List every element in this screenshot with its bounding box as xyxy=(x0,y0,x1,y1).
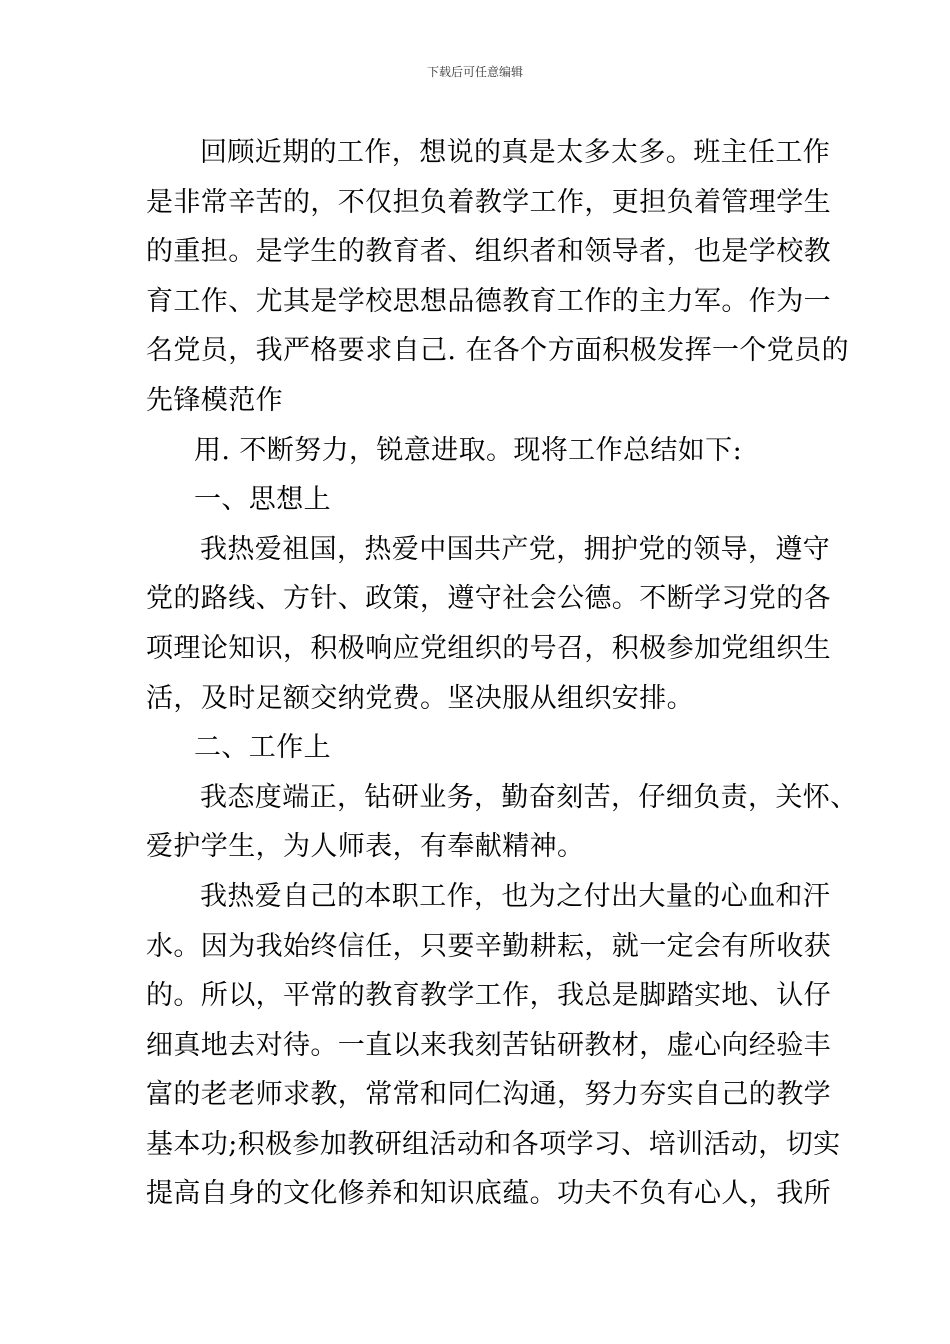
text-line: 细真地去对待。一直以来我刻苦钻研教材，虚心向经验丰 xyxy=(146,1029,831,1061)
page-header: 下载后可任意编辑 xyxy=(426,65,523,79)
text-line: 活，及时足额交纳党费。坚决服从组织安排。 xyxy=(146,682,694,714)
text-line: 用. 不断努力，锐意进取。现将工作总结如下: xyxy=(194,434,743,466)
text-line: 我热爱祖国，热爱中国共产党，拥护党的领导，遵守 xyxy=(200,533,831,565)
text-line: 富的老老师求教，常常和同仁沟通，努力夯实自己的教学 xyxy=(146,1079,831,1111)
text-line: 项理论知识，积极响应党组织的号召，积极参加党组织生 xyxy=(146,632,831,664)
text-line: 党的路线、方针、政策，遵守社会公德。不断学习党的各 xyxy=(146,583,831,615)
text-line: 育工作、尤其是学校思想品德教育工作的主力军。作为一 xyxy=(146,285,831,317)
text-line: 回顾近期的工作，想说的真是太多太多。班主任工作 xyxy=(200,137,831,168)
text-line: 名党员，我严格要求自己. 在各个方面积极发挥一个党员的 xyxy=(146,335,849,367)
document-body xyxy=(146,128,858,1219)
section-heading: 一、思想上 xyxy=(194,484,331,516)
text-line: 爱护学生，为人师表，有奉献精神。 xyxy=(146,831,585,863)
text-line: 是非常辛苦的，不仅担负着教学工作，更担负着管理学生 xyxy=(146,186,831,218)
text-line: 我热爱自己的本职工作，也为之付出大量的心血和汗 xyxy=(200,880,831,912)
text-line: 基本功;积极参加教研组活动和各项学习、培训活动，切实 xyxy=(146,1128,841,1160)
text-line: 我态度端正，钻研业务，勤奋刻苦，仔细负责，关怀、 xyxy=(200,781,858,813)
text-line: 提高自身的文化修养和知识底蕴。功夫不负有心人，我所 xyxy=(146,1178,831,1210)
section-heading: 二、工作上 xyxy=(194,732,331,764)
text-line: 先锋模范作 xyxy=(146,384,283,416)
text-line: 水。因为我始终信任，只要辛勤耕耘，就一定会有所收获 xyxy=(146,930,831,962)
text-line: 的重担。是学生的教育者、组织者和领导者，也是学校教 xyxy=(146,236,831,268)
text-line: 的。所以，平常的教育教学工作，我总是脚踏实地、认仔 xyxy=(146,980,831,1012)
